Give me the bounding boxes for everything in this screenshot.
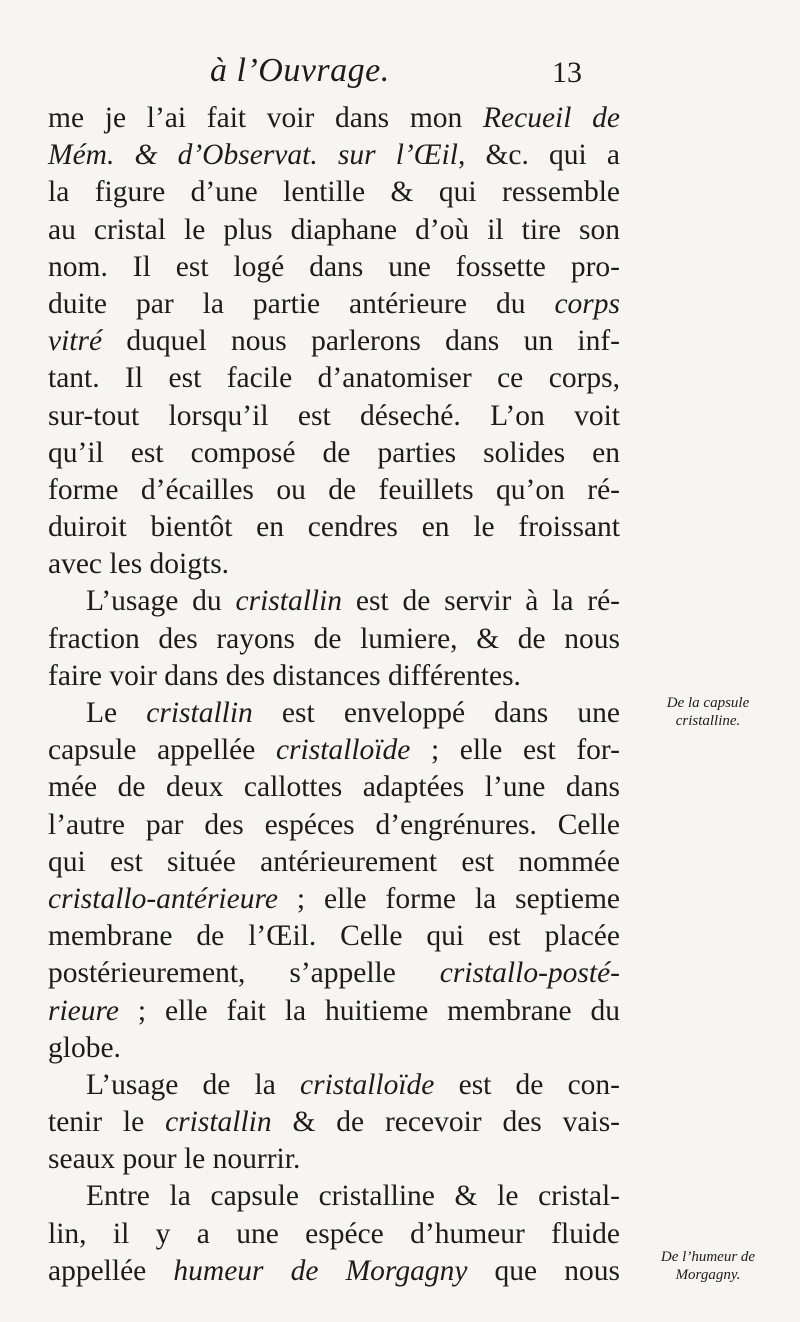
text-line: me je l’ai fait voir dans mon Recueil de: [48, 102, 620, 134]
page-header: [0, 52, 800, 102]
text-line: appellée humeur de Morgagny que nous: [48, 1254, 620, 1287]
text-line: globe.: [48, 1031, 121, 1064]
text-line: lin, il y a une espéce d’humeur fluide: [48, 1217, 620, 1250]
text-line: postérieurement, s’appelle cristallo-posté-: [48, 957, 620, 990]
text-line: Le cristallin est enveloppé dans une: [86, 697, 620, 729]
text-line: mée de deux callottes adaptées l’une dans: [48, 771, 620, 804]
text-line: nom. Il est logé dans une fossette pro-: [48, 250, 620, 283]
text-line: L’usage du cristallin est de servir à la ré-: [86, 585, 621, 618]
text-line: tenir le cristallin & de recevoir des vais-: [48, 1106, 620, 1139]
text-line: qu’il est composé de parties solides en: [48, 436, 620, 469]
margin-note-line: De l’humeur de: [660, 1249, 756, 1265]
text-line: Mém. & d’Observat. sur l’Œil, &c. qui a: [48, 139, 620, 172]
text-line: avec les doigts.: [48, 548, 230, 581]
margin-note-line: Morgagny.: [675, 1267, 741, 1283]
text-line: membrane de l’Œil. Celle qui est placée: [48, 920, 620, 953]
text-line: rieure ; elle fait la huitieme membrane du: [48, 994, 620, 1027]
text-line: L’usage de la cristalloïde est de con-: [86, 1068, 621, 1101]
text-line: forme d’écailles ou de feuillets qu’on ré-: [48, 473, 620, 506]
text-line: qui est située antérieurement est nommée: [48, 845, 620, 878]
margin-note-capsule: [622, 694, 794, 730]
text-line: faire voir dans des distances différentes.: [48, 659, 521, 692]
page-number: 13: [552, 56, 582, 89]
text-line: capsule appellée cristalloïde ; elle est for-: [48, 734, 620, 767]
text-line: duite par la partie antérieure du corps: [48, 287, 620, 320]
body-text: [48, 100, 620, 1290]
text-line: duiroit bientôt en cendres en le froissant: [48, 511, 620, 544]
text-line: seaux pour le nourrir.: [48, 1143, 301, 1176]
margin-note-line: De la capsule: [666, 695, 750, 711]
text-line: vitré duquel nous parlerons dans un inf-: [48, 325, 620, 358]
text-line: sur-tout lorsqu’il est déseché. L’on voit: [48, 399, 620, 432]
text-line: fraction des rayons de lumiere, & de nous: [48, 622, 620, 655]
text-line: Entre la capsule cristalline & le cristal-: [86, 1180, 620, 1213]
text-line: cristallo-antérieure ; elle forme la septieme: [48, 882, 620, 915]
margin-note-morgagny: [622, 1248, 794, 1284]
running-title: à l’Ouvrage.: [210, 52, 390, 89]
margin-note-line: cristalline.: [675, 713, 741, 729]
text-line: tant. Il est facile d’anatomiser ce corps,: [48, 362, 620, 395]
text-line: au cristal le plus diaphane d’où il tire son: [48, 213, 620, 246]
text-line: l’autre par des espéces d’engrénures. Celle: [48, 808, 620, 841]
text-line: la figure d’une lentille & qui ressemble: [48, 176, 620, 209]
